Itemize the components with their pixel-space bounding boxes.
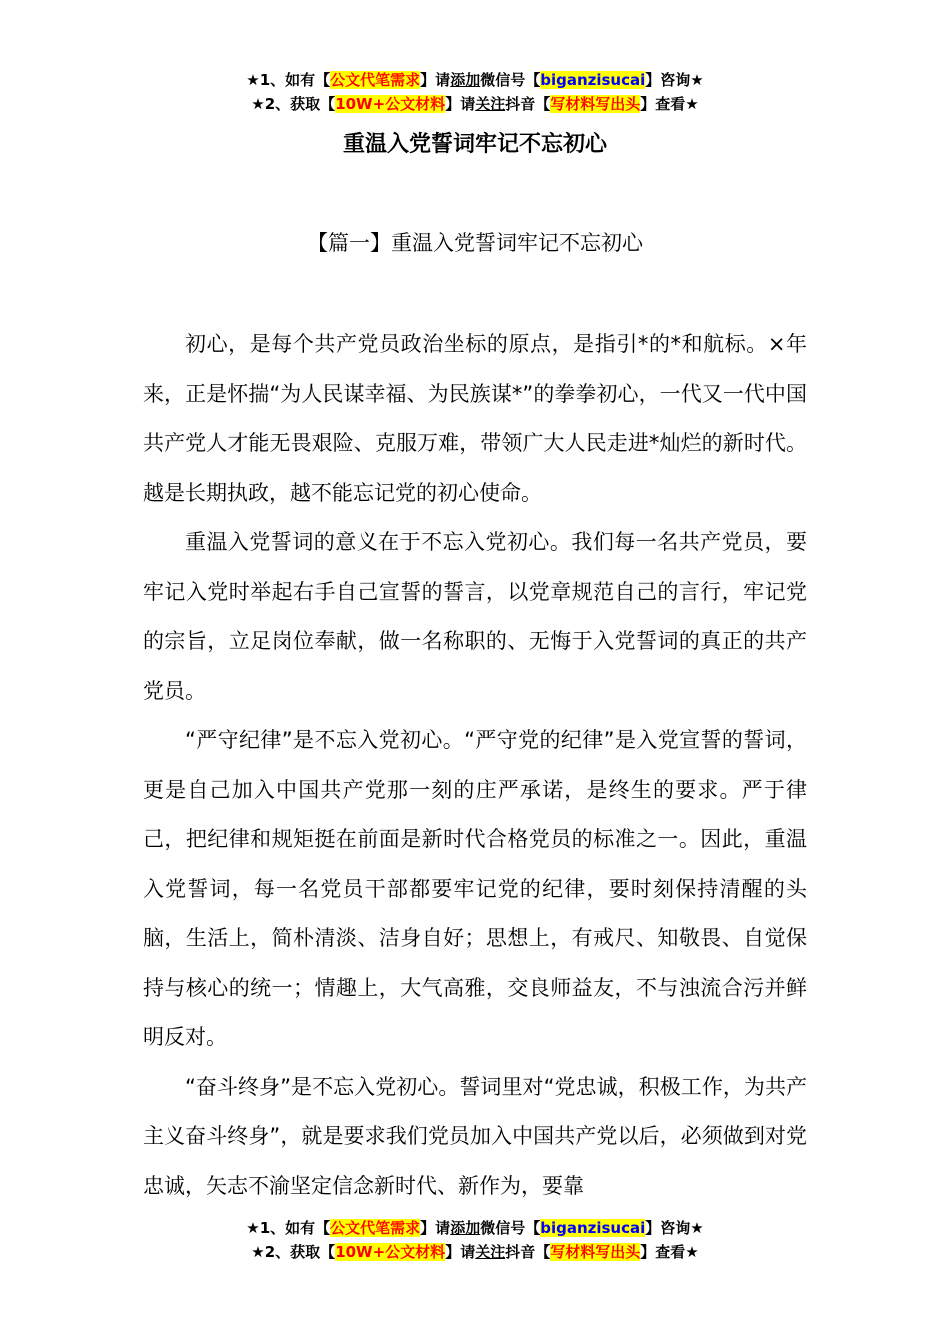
banner-line-2 [0, 92, 950, 116]
banner-text: 微信号【 [480, 71, 541, 89]
footer-banner [0, 1216, 950, 1264]
banner-wechat-id: biganzisucai [540, 1219, 646, 1237]
banner-text: ★1、如有【 [246, 1219, 331, 1237]
banner-underlined-text: 关注 [475, 1243, 506, 1261]
banner-highlight: 公文代笔需求 [330, 1219, 421, 1237]
document-title: 重温入党誓词牢记不忘初心 [342, 132, 607, 157]
banner-highlight: 公文代笔需求 [330, 71, 421, 89]
banner-text: 】请 [420, 71, 451, 89]
banner-text: ★2、获取【 [251, 95, 336, 113]
banner-text: 】查看★ [640, 95, 699, 113]
banner-highlight: 10W+公文材料 [335, 1243, 446, 1261]
paragraph: “奋斗终身”是不忘入党初心。誓词里对“党忠诚，积极工作，为共产主义奋斗终身”，就是要求我们党员加入中国共产党以后，必须做到对党忠诚，矢志不渝坚定信念新时代、新作为，要靠 [143, 1074, 807, 1198]
banner-text: 微信号【 [480, 1219, 541, 1237]
section-heading: 【篇一】重温入党誓词牢记不忘初心 [307, 231, 643, 255]
document-body [143, 320, 807, 1211]
paragraph: 重温入党誓词的意义在于不忘入党初心。我们每一名共产党员，要牢记入党时举起右手自己宣誓的誓言，以党章规范自己的言行，牢记党的宗旨，立足岗位奉献，做一名称职的、无悔于入党誓词的真正的共产党员。 [143, 530, 807, 703]
banner-line-1 [0, 68, 950, 92]
banner-underlined-text: 关注 [475, 95, 506, 113]
banner-wechat-id: biganzisucai [540, 71, 646, 89]
banner-highlight: 写材料写出头 [550, 1243, 641, 1261]
banner-line-1 [0, 1216, 950, 1240]
banner-text: 】请 [445, 1243, 476, 1261]
banner-text: 】查看★ [640, 1243, 699, 1261]
banner-text: 】咨询★ [645, 1219, 704, 1237]
banner-underlined-text: 添加 [450, 1219, 481, 1237]
banner-highlight: 写材料写出头 [550, 95, 641, 113]
banner-text: 抖音【 [505, 1243, 551, 1261]
paragraph: 初心，是每个共产党员政治坐标的原点，是指引*的*和航标。×年来，正是怀揣“为人民谋幸福、为民族谋*”的拳拳初心，一代又一代中国共产党人才能无畏艰险、克服万难，带领广大人民走进*灿烂的新时代。越是长期执政，越不能忘记党的初心使命。 [143, 332, 807, 505]
banner-line-2 [0, 1240, 950, 1264]
header-banner [0, 68, 950, 116]
banner-text: ★2、获取【 [251, 1243, 336, 1261]
banner-text: 】请 [445, 95, 476, 113]
banner-highlight: 10W+公文材料 [335, 95, 446, 113]
banner-text: 抖音【 [505, 95, 551, 113]
banner-text: ★1、如有【 [246, 71, 331, 89]
paragraph: “严守纪律”是不忘入党初心。“严守党的纪律”是入党宣誓的誓词，更是自己加入中国共产党那一刻的庄严承诺，是终生的要求。严于律己，把纪律和规矩挺在前面是新时代合格党员的标准之一。因此，重温入党誓词，每一名党员干部都要牢记党的纪律，要时刻保持清醒的头脑，生活上，简朴清淡、洁身自好；思想上，有戒尺、知敬畏、自觉保持与核心的统一；情趣上，大气高雅，交良师益友，不与浊流合污并鲜明反对。 [143, 728, 807, 1049]
banner-text: 】咨询★ [645, 71, 704, 89]
banner-underlined-text: 添加 [450, 71, 481, 89]
banner-text: 】请 [420, 1219, 451, 1237]
